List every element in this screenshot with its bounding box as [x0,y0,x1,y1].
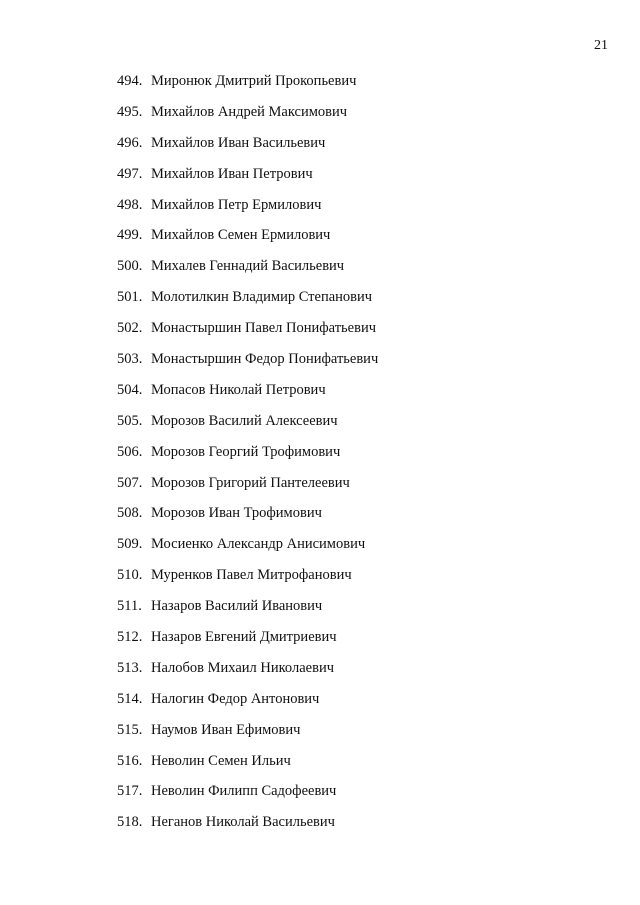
list-item [117,406,378,437]
entry-name: Назаров Евгений Дмитриевич [151,628,337,645]
list-item [117,468,378,499]
list-item [117,529,378,560]
entry-name: Наумов Иван Ефимович [151,721,301,738]
page-number: 21 [594,38,608,53]
entry-name: Молотилкин Владимир Степанович [151,289,373,306]
entry-number: 513. [117,659,143,676]
entry-name: Михайлов Иван Васильевич [151,134,326,151]
name-list [117,66,378,838]
list-item [117,97,378,128]
entry-name: Михайлов Андрей Максимович [151,103,348,120]
list-item [117,344,378,375]
entry-number: 507. [117,474,143,491]
entry-name: Монастыршин Павел Понифатьевич [151,320,376,337]
entry-name: Назаров Василий Иванович [151,598,323,615]
list-item [117,684,378,715]
entry-number: 517. [117,783,143,800]
entry-number: 504. [117,381,143,398]
list-item [117,282,378,313]
entry-name: Морозов Георгий Трофимович [151,443,341,460]
list-item [117,66,378,97]
list-item [117,498,378,529]
entry-name: Неволин Семен Ильич [151,752,291,769]
entry-name: Мопасов Николай Петрович [151,381,326,398]
entry-name: Морозов Василий Алексеевич [151,412,338,429]
entry-number: 494. [117,72,143,89]
entry-number: 497. [117,165,143,182]
list-item [117,251,378,282]
list-item [117,437,378,468]
entry-name: Михайлов Петр Ермилович [151,196,322,213]
entry-number: 510. [117,567,143,584]
entry-number: 505. [117,412,143,429]
list-item [117,313,378,344]
entry-number: 515. [117,721,143,738]
entry-name: Налобов Михаил Николаевич [151,659,334,676]
entry-number: 498. [117,196,143,213]
list-item [117,653,378,684]
entry-name: Михайлов Иван Петрович [151,165,313,182]
list-item [117,807,378,838]
entry-number: 496. [117,134,143,151]
list-item [117,622,378,653]
entry-number: 508. [117,505,143,522]
entry-number: 512. [117,628,143,645]
list-item [117,591,378,622]
list-item [117,190,378,221]
entry-number: 503. [117,350,143,367]
list-item [117,776,378,807]
list-item [117,159,378,190]
entry-name: Налогин Федор Антонович [151,690,320,707]
entry-number: 514. [117,690,143,707]
entry-name: Морозов Иван Трофимович [151,505,322,522]
entry-name: Морозов Григорий Пантелеевич [151,474,350,491]
entry-number: 499. [117,227,143,244]
list-item [117,560,378,591]
entry-number: 500. [117,258,143,275]
entry-name: Неволин Филипп Садофеевич [151,783,337,800]
list-item [117,375,378,406]
entry-number: 516. [117,752,143,769]
entry-name: Неганов Николай Васильевич [151,814,335,831]
entry-number: 509. [117,536,143,553]
entry-number: 501. [117,289,143,306]
entry-number: 502. [117,320,143,337]
entry-name: Михалев Геннадий Васильевич [151,258,345,275]
list-item [117,746,378,777]
entry-name: Миронюк Дмитрий Прокопьевич [151,72,357,89]
list-item [117,128,378,159]
entry-number: 511. [117,598,142,615]
entry-number: 518. [117,814,143,831]
entry-number: 506. [117,443,143,460]
list-item [117,220,378,251]
entry-number: 495. [117,103,143,120]
entry-name: Михайлов Семен Ермилович [151,227,331,244]
entry-name: Муренков Павел Митрофанович [151,567,352,584]
list-item [117,715,378,746]
entry-name: Мосиенко Александр Анисимович [151,536,366,553]
entry-name: Монастыршин Федор Понифатьевич [151,350,379,367]
